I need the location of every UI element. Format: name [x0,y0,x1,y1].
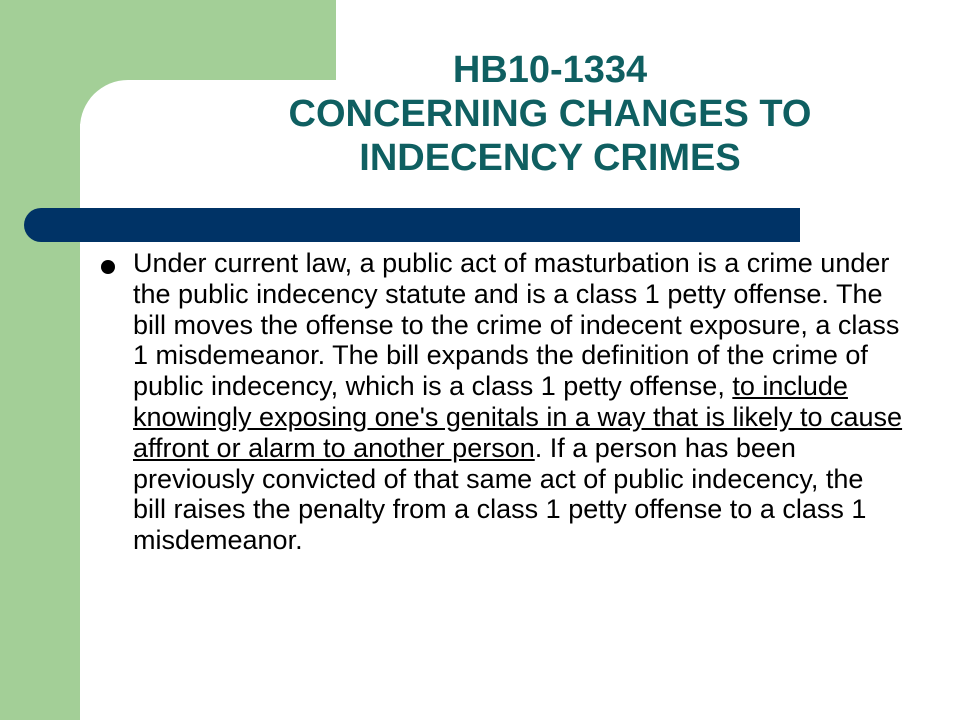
green-sidebar [0,0,80,720]
bullet-text [133,248,903,556]
bullet-text-underlined: to include knowingly exposing one's genitals in a way that is likely to cause affront or alarm to another person [133,371,903,463]
title-line-2: CONCERNING CHANGES TO [288,93,812,135]
title-line-1: HB10-1334 [452,49,648,91]
title-line-3: INDECENCY CRIMES [359,137,741,179]
bullet-text-after: . If a person has been previously convicted of that same act of public indecency, the bill raises the penalty from a class 1 petty offense to a class 1 misdemeanor. [133,432,867,556]
bullet-text-before: Under current law, a public act of masturbation is a crime under the public indecency statute and is a class 1 petty offense. The bill moves the offense to the crime of indecent exposure, a class 1 misdemeanor. The bill expands the definition of the crime of public indecency, which is a class 1 petty offense, [133,248,900,402]
title-divider-bar [24,208,800,242]
bullet-icon [101,260,115,274]
slide-title [140,48,960,180]
